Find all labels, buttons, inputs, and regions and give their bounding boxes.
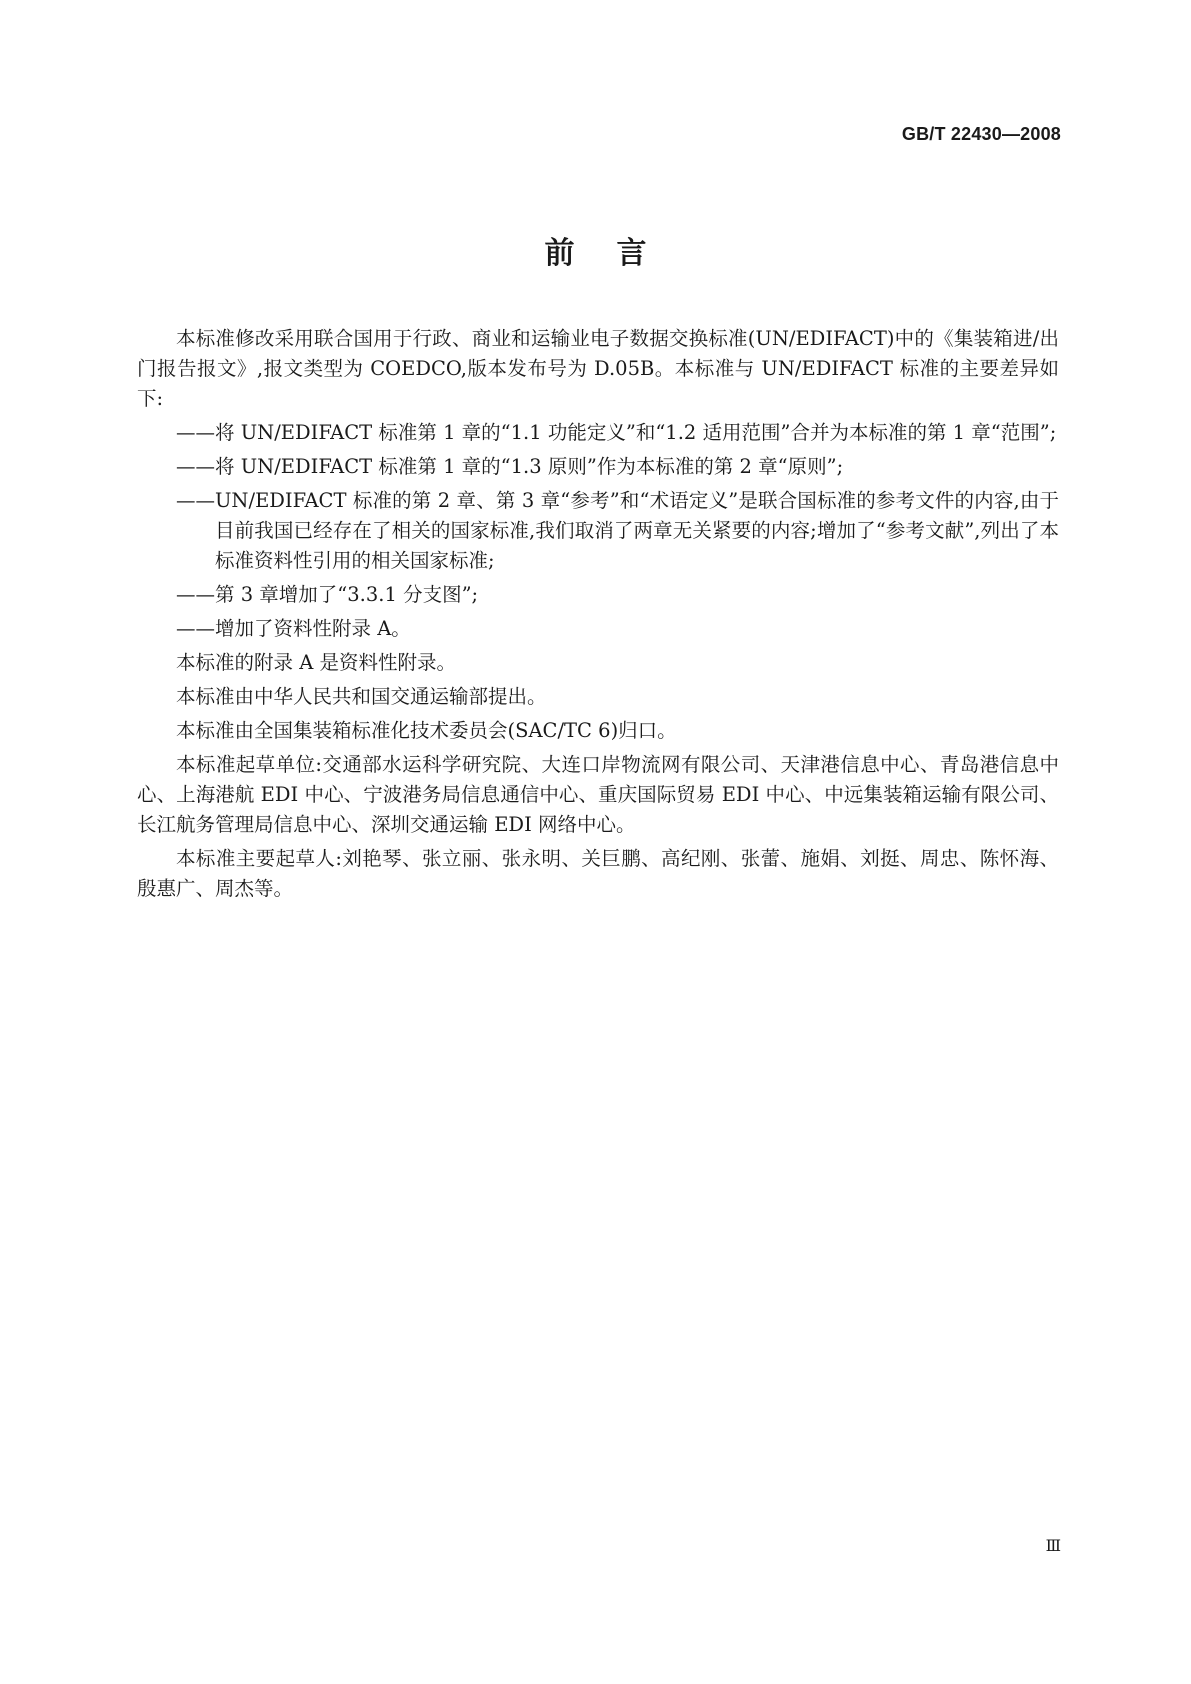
- committee-paragraph: 本标准由全国集装箱标准化技术委员会(SAC/TC 6)归口。: [176, 719, 677, 742]
- page-number: Ⅲ: [1045, 1536, 1061, 1555]
- list-item: ——UN/EDIFACT 标准的第 2 章、第 3 章“参考”和“术语定义”是联合国标准的参考文件的内容,由于目前我国已经存在了相关的国家标准,我们取消了两章无关紧要的内容;增加了“参考文献”,列出了本标准资料性引用的相关国家标准;: [176, 489, 1059, 572]
- list-item: ——第 3 章增加了“3.3.1 分支图”;: [176, 583, 479, 606]
- document-code: GB/T 22430—2008: [901, 124, 1061, 144]
- annex-paragraph: 本标准的附录 A 是资料性附录。: [176, 651, 456, 674]
- drafting-units-paragraph: 本标准起草单位:交通部水运科学研究院、大连口岸物流网有限公司、天津港信息中心、青岛港信息中心、上海港航 EDI 中心、宁波港务局信息通信中心、重庆国际贸易 EDI 中心、中远集装箱运输有限公司、长江航务管理局信息中心、深圳交通运输 EDI 网络中心。: [137, 753, 1059, 836]
- drafters-paragraph: 本标准主要起草人:刘艳琴、张立丽、张永明、关巨鹏、高纪刚、张蕾、施娟、刘挺、周忠、陈怀海、殷惠广、周杰等。: [137, 847, 1059, 900]
- list-item: ——将 UN/EDIFACT 标准第 1 章的“1.1 功能定义”和“1.2 适用范围”合并为本标准的第 1 章“范围”;: [176, 421, 1057, 444]
- intro-paragraph: 本标准修改采用联合国用于行政、商业和运输业电子数据交换标准(UN/EDIFACT)中的《集装箱进/出门报告报文》,报文类型为 COEDCO,版本发布号为 D.05B。本标准与 UN/EDIFACT 标准的主要差异如下:: [137, 327, 1059, 410]
- page-title: 前言: [544, 236, 689, 271]
- document-body: [137, 324, 1059, 908]
- list-item: ——增加了资料性附录 A。: [176, 617, 411, 640]
- proposer-paragraph: 本标准由中华人民共和国交通运输部提出。: [176, 685, 547, 708]
- differences-list: [137, 418, 1059, 644]
- list-item: ——将 UN/EDIFACT 标准第 1 章的“1.3 原则”作为本标准的第 2 章“原则”;: [176, 455, 844, 478]
